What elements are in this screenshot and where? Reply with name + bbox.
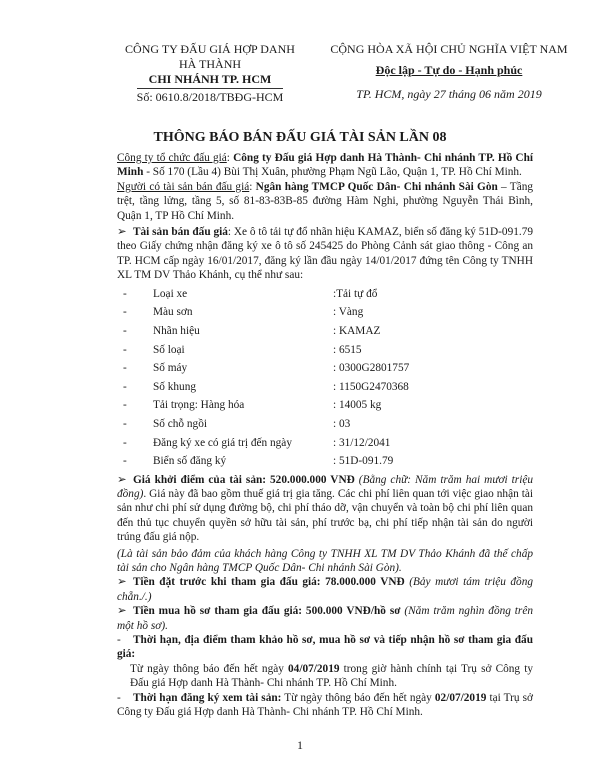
spec-key: Màu sơn — [153, 306, 193, 319]
national-title: CỘNG HÒA XÃ HỘI CHỦ NGHĨA VIỆT NAM — [330, 42, 568, 56]
asset-paragraph: ➢ Tài sản bán đấu giá: Xe ô tô tải tự đổ nhãn hiệu KAMAZ, biển số đăng ký 51D-091.79 theo Giấy chứng nhận đăng ký xe ô tô số 245425 do Phòng Cảnh sát giao thông - Công an TP. HCM cấp ngày 16/01/2017, đăng ký lần đầu ngày 14/01/2017 đứng tên Công ty TNHH XL TM DV Thảo Khánh, cụ thể như sau: — [117, 226, 533, 282]
spec-key: Đăng ký xe có giá trị đến ngày — [153, 436, 292, 449]
document-title: THÔNG BÁO BÁN ĐẤU GIÁ TÀI SẢN LẦN 08 — [153, 130, 447, 145]
spec-key: Số khung — [153, 380, 196, 393]
spec-dash: - — [123, 455, 127, 468]
spec-dash: - — [123, 362, 127, 375]
viewing-paragraph — [117, 691, 533, 720]
spec-key: Số chỗ ngồi — [153, 417, 207, 430]
spec-row — [117, 322, 533, 341]
spec-row — [117, 359, 533, 378]
asset-specs — [117, 285, 533, 471]
spec-row — [117, 433, 533, 452]
owner-label: Người có tài sản bán đấu giá — [117, 180, 250, 193]
spec-row — [117, 396, 533, 415]
viewing-date: 02/07/2019 — [434, 691, 487, 704]
time-place-text — [117, 662, 533, 691]
spec-value: : KAMAZ — [333, 324, 381, 337]
arrow-bullet-icon: ➢ — [117, 576, 127, 589]
starting-price-paragraph — [117, 473, 533, 545]
dash-bullet: - — [117, 691, 121, 704]
spec-value: : 0300G2801757 — [333, 362, 410, 375]
spec-key: Nhãn hiệu — [153, 324, 200, 337]
time-place-text-a: Từ ngày thông báo đến hết ngày — [130, 662, 289, 675]
spec-row — [117, 303, 533, 322]
spec-value: : Vàng — [333, 306, 364, 319]
national-header — [318, 42, 580, 102]
spec-dash: - — [123, 399, 127, 412]
org-label: Công ty tổ chức đấu giá — [117, 152, 227, 164]
spec-row — [117, 378, 533, 397]
asset-text: Xe ô tô tải tự đổ nhãn hiệu KAMAZ, biển số đăng ký 51D-091.79 theo Giấy chứng nhận đăng ký xe ô tô số 245425 do Phòng Cảnh sát giao thông - Công an TP. HCM cấp ngày 16/01/2017, đăng ký lần đầu ngày 14/01/2017 đứng tên Công ty TNHH XL TM DV Thảo Khánh, cụ thể như sau: — [117, 226, 533, 282]
dash-bullet: - — [117, 634, 121, 647]
spec-row — [117, 415, 533, 434]
starting-price-words: (Bằng chữ: Năm trăm hai mươi triệu đồng) — [117, 473, 533, 500]
spec-value: : 14005 kg — [333, 399, 382, 412]
starting-price-note: . Giá này đã bao gồm thuế giá trị gia tăng. Các chi phí liên quan tới việc giao nhận tài sản như chi phí sử dụng đường bộ, chi phí tháo dỡ, vận chuyển và toàn bộ chi phí liên quan đến thủ tục chuyển quyền sở hữu tài sản, phí trước bạ, chi phí tiếp nhận tài sản do người trúng đấu giá nộp. — [117, 488, 533, 544]
deposit-words: (Bảy mươi tám triệu đồng chẵn./.) — [117, 576, 533, 603]
spec-dash: - — [123, 343, 127, 356]
spec-row — [117, 340, 533, 359]
org-address: - Số 170 (Lầu 4) Bùi Thị Xuân, phường Phạm Ngũ Lão, Quận 1, TP. Hồ Chí Minh. — [143, 166, 522, 179]
deposit-paragraph — [117, 575, 533, 604]
owner-paragraph: Người có tài sản bán đấu giá: Ngân hàng TMCP Quốc Dân- Chi nhánh Sài Gòn – Tầng trệt, tầng lửng, tầng 5, số 81-83-83B-85 đường Hàm Nghi, phường Nguyễn Thái Bình, Quận 1, TP Hồ Chí Minh. — [117, 180, 534, 222]
viewing-text-b: tại Trụ sở Công ty Đấu giá Hợp danh Hà Thành- Chi nhánh TP. Hồ Chí Minh. — [117, 691, 533, 719]
dossier-fee-label: Tiền mua hồ sơ tham gia đấu giá: 500.000 VNĐ/hồ sơ — [133, 605, 401, 618]
arrow-bullet-icon: ➢ — [117, 605, 127, 618]
viewing-text-a: Từ ngày thông báo đến hết ngày — [281, 691, 435, 704]
time-place-label: Thời hạn, địa điểm tham khảo hồ sơ, mua hồ sơ và tiếp nhận hồ sơ tham gia đấu giá: — [117, 634, 533, 661]
org-paragraph: Công ty tổ chức đấu giá: Công ty Đấu giá Hợp danh Hà Thành- Chi nhánh TP. Hồ Chí Minh - Số 170 (Lầu 4) Bùi Thị Xuân, phường Phạm Ngũ Lão, Quận 1, TP. Hồ Chí Minh. — [117, 152, 533, 179]
arrow-bullet-icon: ➢ — [117, 473, 127, 486]
spec-value: : 03 — [333, 417, 351, 430]
issuer-company: CÔNG TY ĐẤU GIÁ HỢP DANH — [125, 42, 295, 56]
spec-key: Biển số đăng ký — [153, 455, 227, 468]
spec-value: :Tải tự đổ — [333, 287, 378, 300]
national-motto: Độc lập - Tự do - Hạnh phúc — [375, 63, 523, 77]
org-name: Công ty Đấu giá Hợp danh Hà Thành- Chi nhánh TP. Hồ Chí Minh — [117, 152, 533, 179]
document-body — [117, 151, 533, 720]
spec-dash: - — [123, 380, 127, 393]
document-date: TP. HCM, ngày 27 tháng 06 năm 2019 — [356, 87, 542, 101]
dossier-fee-paragraph — [117, 604, 533, 633]
spec-dash: - — [123, 417, 127, 430]
deposit-label: Tiền đặt trước khi tham gia đấu giá: 78.000.000 VNĐ — [133, 576, 405, 589]
spec-key: Số loại — [153, 343, 185, 356]
spec-value: : 1150G2470368 — [333, 380, 409, 393]
spec-key: Tải trọng: Hàng hóa — [153, 399, 245, 412]
time-place-paragraph — [117, 633, 533, 662]
spec-dash: - — [123, 287, 127, 300]
starting-price-label: Giá khởi điểm của tài sản: 520.000.000 VNĐ — [133, 473, 355, 486]
spec-dash: - — [123, 436, 127, 449]
spec-dash: - — [123, 324, 127, 337]
page-number: 1 — [297, 738, 303, 752]
viewing-label: Thời hạn đăng ký xem tài sản: — [133, 691, 282, 704]
owner-address: – Tầng trệt, tầng lửng, tầng 5, số 81-83-83B-85 đường Hàm Nghi, phường Nguyễn Thái Bình, Quận 1, TP Hồ Chí Minh. — [117, 180, 534, 222]
spec-value: : 51D-091.79 — [333, 455, 394, 468]
guarantee-note: (Là tài sản bảo đảm của khách hàng Công ty TNHH XL TM DV Thảo Khánh đã thế chấp tài sản cho Ngân hàng TMCP Quốc Dân- Chi nhánh Sài Gòn). — [117, 547, 533, 575]
document-number: Số: 0610.8/2018/TBĐG-HCM — [136, 90, 284, 104]
spec-dash: - — [123, 306, 127, 319]
issuer-branch: CHI NHÁNH TP. HCM — [148, 72, 272, 86]
arrow-bullet-icon: ➢ — [117, 226, 127, 239]
spec-value: : 31/12/2041 — [333, 436, 391, 449]
owner-name: Ngân hàng TMCP Quốc Dân- Chi nhánh Sài Gòn — [255, 180, 498, 193]
time-place-text-b: trong giờ hành chính tại Trụ sở Công ty Đấu giá Hợp danh Hà Thành- Chi nhánh TP. Hồ Chí Minh. — [130, 662, 533, 690]
spec-row — [117, 452, 533, 471]
time-place-date: 04/07/2019 — [288, 662, 340, 675]
spec-value: : 6515 — [333, 343, 362, 356]
spec-row — [117, 285, 533, 304]
asset-label: Tài sản bán đấu giá — [133, 226, 228, 239]
issuer-header — [100, 42, 320, 105]
dossier-fee-words: (Năm trăm nghìn đồng trên một hồ sơ). — [117, 605, 533, 632]
issuer-company-sub: HÀ THÀNH — [178, 57, 242, 71]
spec-key: Số máy — [153, 362, 188, 375]
spec-key: Loại xe — [153, 287, 188, 300]
